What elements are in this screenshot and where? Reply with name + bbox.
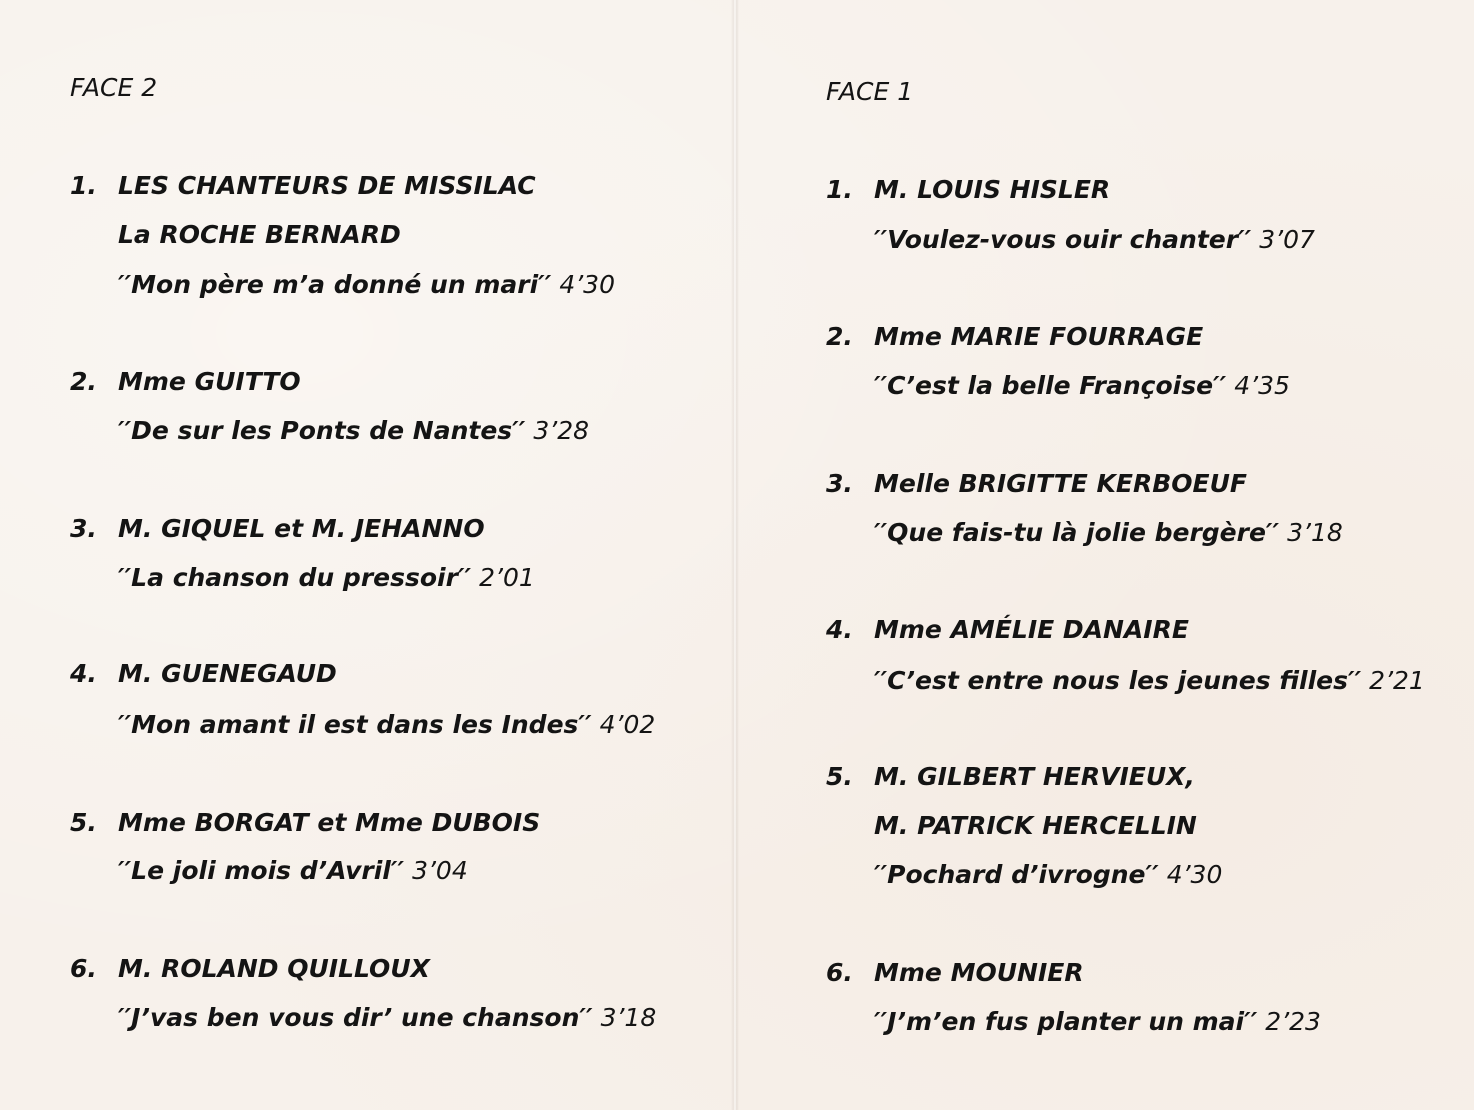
- duration: 2’23: [1265, 1007, 1321, 1036]
- duration: 2’21: [1369, 666, 1425, 695]
- performer-line: M. GUENEGAUD: [118, 659, 337, 688]
- song-line: [874, 225, 1315, 255]
- track-number: 6.: [70, 954, 97, 983]
- song-line: [874, 518, 1343, 548]
- song-line: [874, 371, 1290, 401]
- song-title: ′′Voulez-vous ouir chanter′′: [874, 225, 1252, 254]
- song-line: [118, 416, 589, 446]
- song-title: ′′J’m’en fus planter un mai′′: [874, 1007, 1258, 1036]
- track-number: 3.: [826, 469, 853, 498]
- song-title: ′′C’est entre nous les jeunes filles′′: [874, 666, 1362, 695]
- performer-line: Mme GUITTO: [118, 367, 301, 396]
- song-title: ′′La chanson du pressoir′′: [118, 563, 472, 592]
- performer-line: La ROCHE BERNARD: [118, 220, 401, 249]
- song-title: ′′Que fais-tu là jolie bergère′′: [874, 518, 1280, 547]
- track-number: 1.: [70, 171, 97, 200]
- song-title: ′′Pochard d’ivrogne′′: [874, 860, 1159, 889]
- performer-line: M. LOUIS HISLER: [874, 175, 1111, 204]
- performer-line: M. ROLAND QUILLOUX: [118, 954, 430, 983]
- performer-line: M. PATRICK HERCELLIN: [874, 811, 1197, 840]
- performer-line: Mme MOUNIER: [874, 958, 1084, 987]
- duration: 4’02: [599, 710, 656, 739]
- track-number: 6.: [826, 958, 853, 987]
- song-line: [874, 666, 1425, 696]
- track-number: 5.: [826, 762, 853, 791]
- track-number: 4.: [826, 615, 853, 644]
- track-number: 4.: [70, 659, 97, 688]
- performer-line: LES CHANTEURS DE MISSILAC: [118, 171, 536, 200]
- duration: 4’35: [1234, 371, 1290, 400]
- performer-line: Melle BRIGITTE KERBOEUF: [874, 469, 1247, 498]
- duration: 3’07: [1259, 225, 1315, 254]
- track-number: 3.: [70, 514, 97, 543]
- face-1-title: FACE 1: [826, 77, 914, 106]
- song-title: ′′C’est la belle Françoise′′: [874, 371, 1227, 400]
- duration: 3’18: [1287, 518, 1343, 547]
- track-number: 5.: [70, 808, 97, 837]
- performer-line: M. GILBERT HERVIEUX,: [874, 762, 1195, 791]
- song-line: [118, 563, 535, 593]
- track-number: 2.: [826, 322, 853, 351]
- track-number: 1.: [826, 175, 853, 204]
- performer-line: Mme AMÉLIE DANAIRE: [874, 615, 1189, 644]
- song-title: ′′J’vas ben vous dir’ une chanson′′: [118, 1003, 593, 1032]
- song-line: [874, 1007, 1321, 1037]
- song-line: [874, 860, 1222, 890]
- duration: 3’04: [412, 856, 468, 885]
- song-line: [118, 270, 615, 300]
- song-line: [118, 856, 468, 886]
- song-title: ′′De sur les Ponts de Nantes′′: [118, 416, 526, 445]
- duration: 4’30: [559, 270, 615, 299]
- duration: 2’01: [479, 563, 535, 592]
- performer-line: Mme MARIE FOURRAGE: [874, 322, 1204, 351]
- song-title: ′′Le joli mois d’Avril′′: [118, 856, 405, 885]
- duration: 4’30: [1166, 860, 1223, 889]
- song-line: [118, 710, 655, 740]
- duration: 3’28: [533, 416, 590, 445]
- song-line: [118, 1003, 656, 1033]
- performer-line: Mme BORGAT et Mme DUBOIS: [118, 808, 541, 837]
- performer-line: M. GIQUEL et M. JEHANNO: [118, 514, 485, 543]
- song-title: ′′Mon père m’a donné un mari′′: [118, 270, 552, 299]
- duration: 3’18: [600, 1003, 657, 1032]
- track-number: 2.: [70, 367, 97, 396]
- center-fold: [731, 0, 739, 1110]
- song-title: ′′Mon amant il est dans les Indes′′: [118, 710, 592, 739]
- face-2-title: FACE 2: [70, 73, 158, 102]
